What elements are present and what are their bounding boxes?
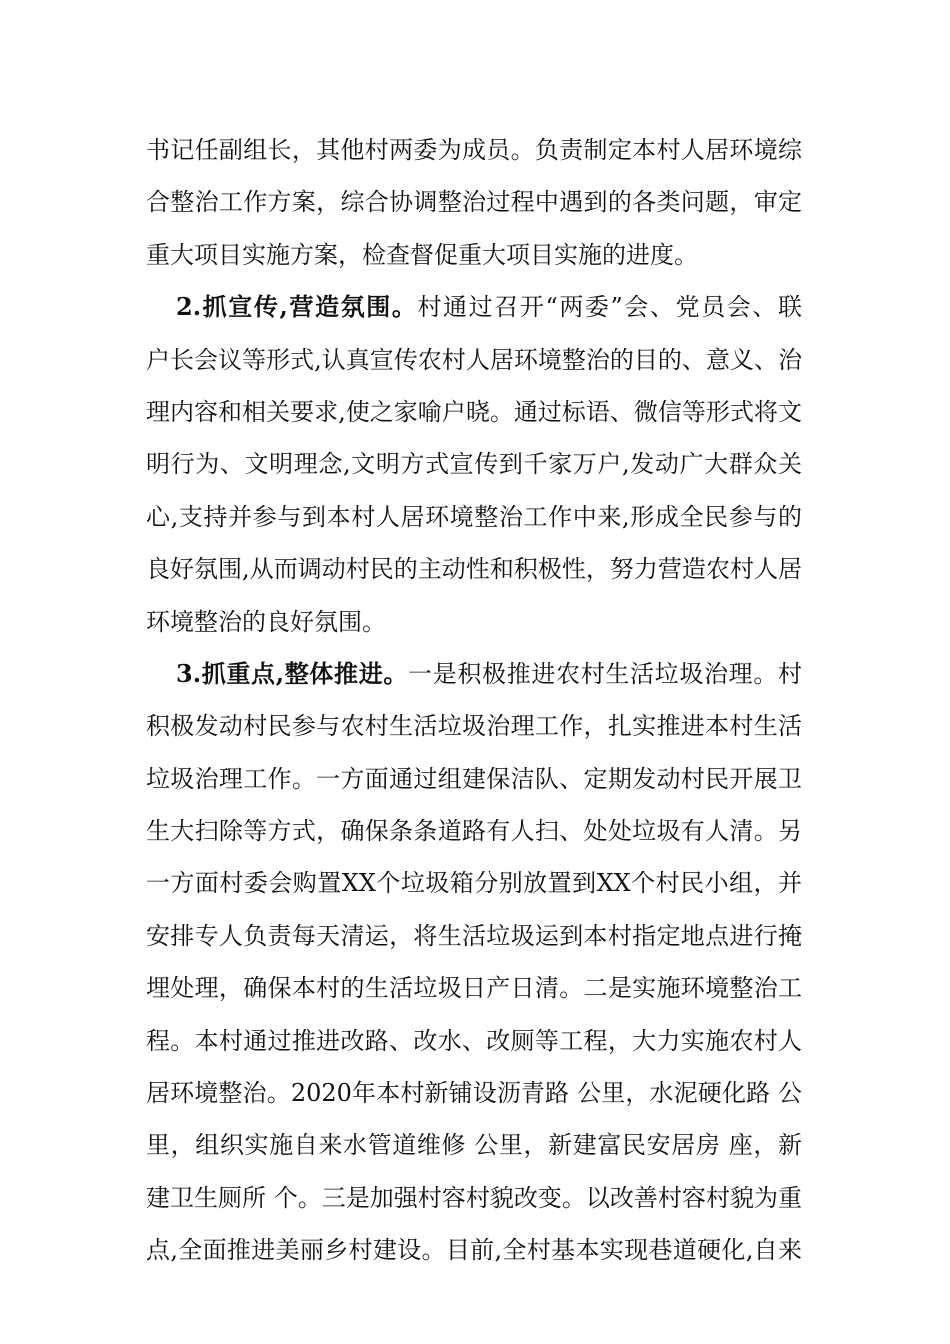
text-run: 村通过召开“两委”会、党员会、联 [417,293,802,322]
section-heading: 3.抓重点,整体推进。 [176,658,409,688]
text-run: 一是积极推进农村生活垃圾治理。村 [408,659,802,688]
body-text [146,124,802,1277]
section-heading-line [146,281,802,333]
text-line: 垃圾治理工作。一方面通过组建保洁队、定期发动村民开展卫 [146,764,802,793]
section-heading-line [146,648,802,700]
text-line: 里，组织实施自来水管道维修 公里，新建富民安居房 座，新 [146,1131,802,1160]
text-line: 理内容和相关要求,使之家喻户晓。通过标语、微信等形式将文 [146,397,802,426]
text-line: 居环境整治。2020年本村新铺设沥青路 公里，水泥硬化路 公 [146,1079,802,1108]
text-line: 安排专人负责每天清运，将生活垃圾运到本村指定地点进行掩 [146,921,802,950]
text-line: 程。本村通过推进改路、改水、改厕等工程，大力实施农村人 [146,1026,802,1055]
text-line: 户长会议等形式,认真宣传农村人居环境整治的目的、意义、治 [146,345,802,374]
text-line: 书记任副组长，其他村两委为成员。负责制定本村人居环境综 [146,136,802,164]
section-heading: 2.抓宣传,营造氛围。 [176,292,418,322]
text-line: 明行为、文明理念,文明方式宣传到千家万户,发动广大群众关 [146,450,802,479]
text-line: 一方面村委会购置XX个垃圾箱分别放置到XX个村民小组，并 [146,869,802,898]
text-line: 合整治工作方案，综合协调整治过程中遇到的各类问题，审定 [146,188,802,217]
text-line: 埋处理，确保本村的生活垃圾日产日清。二是实施环境整治工 [146,974,802,1003]
text-line: 心,支持并参与到本村人居环境整治工作中来,形成全民参与的 [146,502,802,531]
text-line: 建卫生厕所 个。三是加强村容村貌改变。以改善村容村貌为重 [146,1183,802,1212]
text-line: 积极发动村民参与农村生活垃圾治理工作，扎实推进本村生活 [146,712,802,741]
text-line: 生大扫除等方式，确保条条道路有人扫、处处垃圾有人清。另 [146,817,802,846]
text-line: 重大项目实施方案，检查督促重大项目实施的进度。 [146,240,698,269]
text-line: 良好氛围,从而调动村民的主动性和积极性，努力营造农村人居 [146,555,802,584]
text-line: 环境整治的良好氛围。 [146,607,386,636]
text-line: 点,全面推进美丽乡村建设。目前,全村基本实现巷道硬化,自来 [146,1236,802,1265]
